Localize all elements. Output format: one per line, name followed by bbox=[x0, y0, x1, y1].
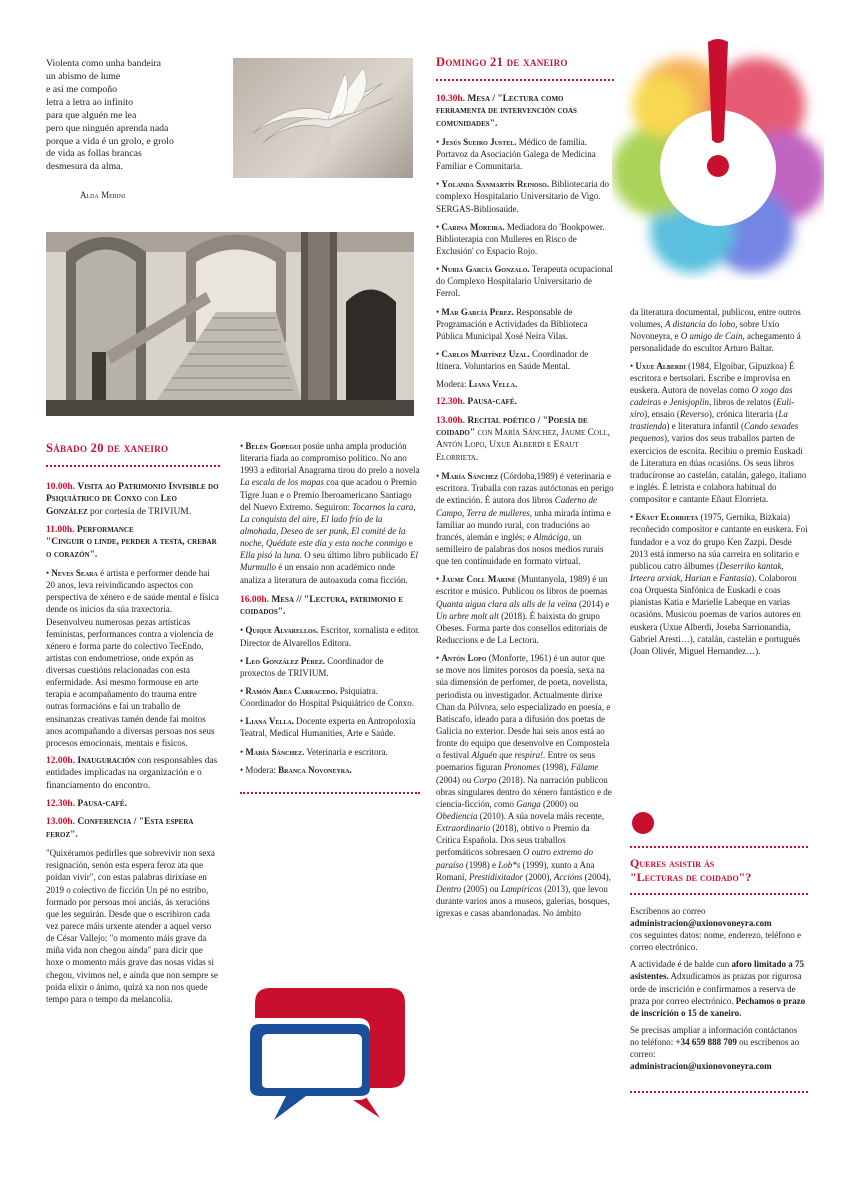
column-saturday-2 bbox=[240, 440, 420, 794]
bio-enaut-elorrieta: • Eñaut Elorrieta (1975, Gernika, Bizkaia) recoñecido compositor e cantante en euskera. Foi fundador e a voz do grupo Ken Zazpi. Desde 2013 está inmerso na súa carreira en solitario e publicou catro álbumes (Deserriko kantak, Irteera arxiak, Harian e Fantasía). Colaborou coa Orquesta Sinfónica de Euskadi e coas pianistas Katia e Marielle Labeque en varias ocasións. Musicou poemas de varios autores en euskera (Uxue Alberdi, Joseba Sarrionandia, Gabriel Aresti…), catalán, castelán e portugués (Joan Olivér, Miguel Hernandez…). bbox=[630, 512, 808, 656]
speech-bubbles-icon bbox=[240, 978, 415, 1138]
panelist: • Carlos Martínez Uzal. Coordinador de Itínera. Voluntarios en Saúde Mental. bbox=[436, 349, 589, 372]
event-panel-heritage: 16.00h. Mesa // "Lectura, patrimonio e coidados". bbox=[240, 594, 404, 618]
column-sunday bbox=[436, 54, 614, 925]
poem-line: letra a letra ao infinito bbox=[46, 96, 134, 108]
panelist: • Quique Alvarellos. Escritor, xornalista e editor. Director de Alvarellos Editora. bbox=[240, 625, 420, 648]
registration-capacity-info: A actividade é de balde cun aforo limitado a 75 asistentes. Adxudicamos as prazas por rigurosa orde de inscrición e confirmamos a reserva de praza por correo electrónico. Pechamos o prazo de inscrición o 15 de xaneiro. bbox=[630, 959, 806, 1018]
poem-line: desmesura da alma. bbox=[46, 161, 123, 173]
bio-belen-gopegui: • Belén Gopegui posúe unha ampla produción literaria fiada ao compromiso político. No ano 1993 a editorial Anagrama tirou do prelo a novela La escala de los mapas coa que acadou o Premio Tigre Juan e o Premio Iberoamericano Santiago del Nuevo Extremo. Seguiron: Tocarnos la cara, La conquista del aire, El lado frío de la almohada, Deseo de ser punk, El comité de la noche, Quédate este día y esta noche conmigo e Ella pisó la luna. O seu último libro publicado El Murmullo é un ensaio non académico onde analiza a literatura de autoaxuda coma ficción. bbox=[240, 441, 420, 585]
panelist: • Mar García Pérez. Responsable de Programación e Actividades da Biblioteca Pública Municipal Xosé Neira Vilas. bbox=[436, 306, 588, 341]
phone-link[interactable]: +34 659 888 709 bbox=[675, 1037, 737, 1048]
event-coffee-break: 12.30h. Pausa-café. bbox=[46, 799, 127, 810]
open-book-icon bbox=[233, 58, 413, 178]
saturday-heading: Sábado 20 de xaneiro bbox=[46, 441, 169, 455]
poem-line: para que alguén me lea bbox=[46, 109, 137, 121]
event-conference: 13.00h. Conferencia / "Esta espera feroz". bbox=[46, 817, 194, 840]
column-saturday bbox=[46, 440, 220, 1010]
poem-line: un abismo de lume bbox=[46, 70, 121, 82]
registration-contact-info: Se precisas ampliar a información contáctanos no teléfono: +34 659 888 709 ou escríbenos ao correo: administracion@uxionovoneyra.com bbox=[630, 1025, 800, 1072]
bio-jaume-coll: • Jaume Coll Mariné (Muntanyola, 1989) é un escritor e músico. Publicou os libros de poemas Quanta aigua clara als ulls de la veïna (2014) e Un arbre molt alt (2018). É baixista do grupo Obeses. Forma parte dos consellos editoriais de Reduccions e de La Lectora. bbox=[436, 574, 610, 645]
panelist: • Ramón Area Carracedo. Psiquiatra. Coordinador do Hospital Psiquiátrico de Conxo. bbox=[240, 685, 414, 709]
event-recital: 13.00h. Recital poético / "Poesía de coidado" con María Sánchez, Jaume Coll, Antón Lopo, Uxue Alberdi e Eñaut Elorrieta. bbox=[436, 415, 610, 463]
panelist: • Carina Moreira. Mediadora do 'Bookpower. Biblioterapia con Mulleres en Risco de Exclusión' co Espacio Rojo. bbox=[436, 221, 605, 257]
anton-lopo-continued: da literatura documental, publicou, entre outros volumes, A distancia do lobo, sobre Uxío Novoneyra, e O amigo de Caín, achegamento á personalidade do escultor Arturo Baltar. bbox=[630, 307, 801, 354]
poem-author: Alda Merini bbox=[80, 190, 126, 201]
registration-box bbox=[630, 846, 808, 1093]
bio-uxue-alberdi: • Uxue Alberdi (1984, Elgoibar, Gipuzkoa) É escritora e bertsolari. Escribe e improvisa en euskera. Autora de novelas como O xogo das cadeiras e Jenisjoplin, libros de relatos (Euli-xiro), ensaio (Reverso), crónica literaria (La trastienda) e literatura infantil (Cando sexades pequenos), varios dos seus traballos parten de exercicios de escoita. Recibiu o premio Euskadi de Literatura en dúas ocasións. Os seus libros traducíronse ao castelán, catalán, galego, italiano e inglés. É letrista e colabora habitual do compositor e cantante Eñaut Elorrieta. bbox=[630, 360, 807, 505]
poem-line: de vida as follas brancas bbox=[46, 148, 142, 160]
email-link-2[interactable]: administracion@uxionovoneyra.com bbox=[630, 1061, 772, 1072]
event-panel-community: 10.30h. Mesa / "Lectura como ferramenta de intervención coas comunidades". bbox=[436, 93, 577, 129]
panelist: • Jesús Sueiro Justel. Médico de familia. Portavoz da Asociación Galega de Medicina Familiar e Comunitaria. bbox=[436, 136, 596, 172]
divider bbox=[240, 792, 420, 794]
panelist: • Nuria García Gonzalo. Terapeuta ocupacional do Complexo Hospitalario Universitario de Ferrol. bbox=[436, 264, 613, 299]
poem bbox=[46, 58, 226, 202]
red-dot-icon bbox=[632, 812, 654, 834]
event-performance: 11.00h. Performance "Cinguir o linde, perder a testa, crebar o corazón". bbox=[46, 524, 217, 560]
book-photo bbox=[233, 58, 413, 178]
bio-neves-seara: • Neves Seara é artista e performer dende hai 20 anos, leva reivindicando aspectos con perspectiva de xénero e de saúde mental e física dende os inicios da súa traxectoria. Desenvolveu numerosas pezas artísticas feministas, performances contra a violencia de xénero e forma parte do colectivo TecEndo, artistas con endometriose, onde expón as diversas cuestións relacionadas con esta enfermidade. Así mesmo formouse en arte terapia e acompañamento do trauma entre outras formacións e fai un traballo de ensinanzas creativas tamén dende fai moitos anos acompañando a diversas persoas nos seus procesos emocionais, mentais e físicos. bbox=[46, 567, 219, 748]
bio-anton-lopo: • Antón Lopo (Monforte, 1961) é un autor que se move nos límites porosos da poesía, sexa na súa dimensión de perfomer, de poeta, novelista, periodista ou investigador. Actualmente dirixe Chan da Pólvora, selo especializado en poesía, e Batiscafo, ideado para a difusión dos poetas de Galicia no exterior. Desde hai seis anos está ao fronte do equipo que desenvolve en Compostela o festival Alguén que respira!. Entre os seus poemarios figuran Pronomes (1998), Fálame (2004) ou Corpo (2018). Na narración publicou obras singulares dentro do xénero fantástico e de ciencia-ficción, como Ganga (2000) ou Obediencia (2010). A súa novela máis recente, Extraordinario (2018), obtivo o Premio da Crítica Española. Dos seus traballos perfomáticos sobresaen O outro extremo do paraíso (1998) e Lob*s (1999), xunto a Ana Romaní, Prestidixitador (2000), Accións (2004), Dentro (2005) ou Lampíricos (2013), que levou durante varios anos a museos, galerías, bosques, igrexas e casas abandonadas. No ámbito bbox=[436, 653, 612, 919]
divider bbox=[630, 1091, 808, 1093]
moderator: • Modera: Branca Novoneyra. bbox=[240, 764, 352, 775]
bio-maria-sanchez: • María Sánchez (Córdoba,1989) é veterinaria e escritora. Traballa con razas autóctonas en perigo de extinción. É autora dos libros Caderno de Campo, Terra de mulleres, unha mirada íntima e familiar ao mundo rural, con traducións ao francés, alemán e inglés; e Almáciga, un semilleiro de palabras dos nosos medios rurais que ten continuidade en formato virtual. bbox=[436, 471, 614, 567]
poem-line: porque a vida é un grolo, e grolo bbox=[46, 135, 174, 147]
poem-line: Violenta como unha bandeira bbox=[46, 58, 162, 69]
sunday-heading: Domingo 21 de xaneiro bbox=[436, 55, 568, 69]
poem-line: e así me compoño bbox=[46, 83, 118, 95]
registration-email-info: Escríbenos ao correo administracion@uxionovoneyra.com cos seguintes datos: nome, enderezo, teléfono e correo electrónico. bbox=[630, 905, 801, 953]
divider bbox=[46, 465, 220, 467]
staircase-image bbox=[46, 232, 414, 416]
conference-text: "Quixéramos pedirlles que sobrevivir non sexa resignación, senón esta espera feroz ata que poidan vivir", con estas palabras dirixíase en 2019 o colectivo de ficción Un pé no estribo, formado por persoas moi anciás, ás xeracións que les seguirán. Desde que o escribiron cada vez parece máis urxente atender a aquel verso de César Vallejo: "o momento máis grave da miña vida non chegou aínda" para dicir que hoxe o momento máis grave das nosas vidas si chegou, vivimos nel, e aínda que non sempre se poida elixir o ánimo, quizá xa non nos quede tempo para o tempo da melancolía. bbox=[46, 848, 218, 1004]
email-link[interactable]: administracion@uxionovoneyra.com bbox=[630, 917, 772, 928]
staircase-photo bbox=[46, 232, 414, 416]
event-inauguration: 12.00h. Inauguración con responsables das entidades implicadas na organización e o financiamento do encontro. bbox=[46, 756, 218, 791]
divider bbox=[630, 846, 808, 848]
divider bbox=[630, 893, 808, 895]
column-sunday-2 bbox=[630, 306, 808, 663]
poem-line: pero que ninguén aprenda nada bbox=[46, 122, 169, 134]
event-coffee-break-sunday: 12.30h. Pausa-café. bbox=[436, 397, 517, 408]
divider bbox=[436, 79, 614, 81]
registration-title: Queres asistir ás "Lecturas de coidado"? bbox=[630, 856, 752, 885]
moderator: Modera: Liana Vella. bbox=[436, 379, 518, 390]
panelist: • Liana Vella. Docente experta en Antropoloxía Teatral, Medical Humanities, Arte e Saúde. bbox=[240, 716, 416, 739]
panelist: • María Sánchez. Veterinaria e escritora. bbox=[240, 746, 388, 757]
panelist: • Leo González Pérez. Coordinador de proxectos de TRIVIUM. bbox=[240, 655, 384, 678]
rainbow-exclamation-logo bbox=[612, 36, 824, 280]
event-visit: 10.00h. Visita ao Patrimonio Invisible do Psiquiátrico de Conxo con Leo González por cortesía de TRIVIUM. bbox=[46, 481, 219, 517]
panelist: • Yolanda Sanmartín Reinoso. Bibliotecaria do complexo Hospitalario Universitario de Vigo. SERGAS-Bibliosaúde. bbox=[436, 179, 609, 214]
